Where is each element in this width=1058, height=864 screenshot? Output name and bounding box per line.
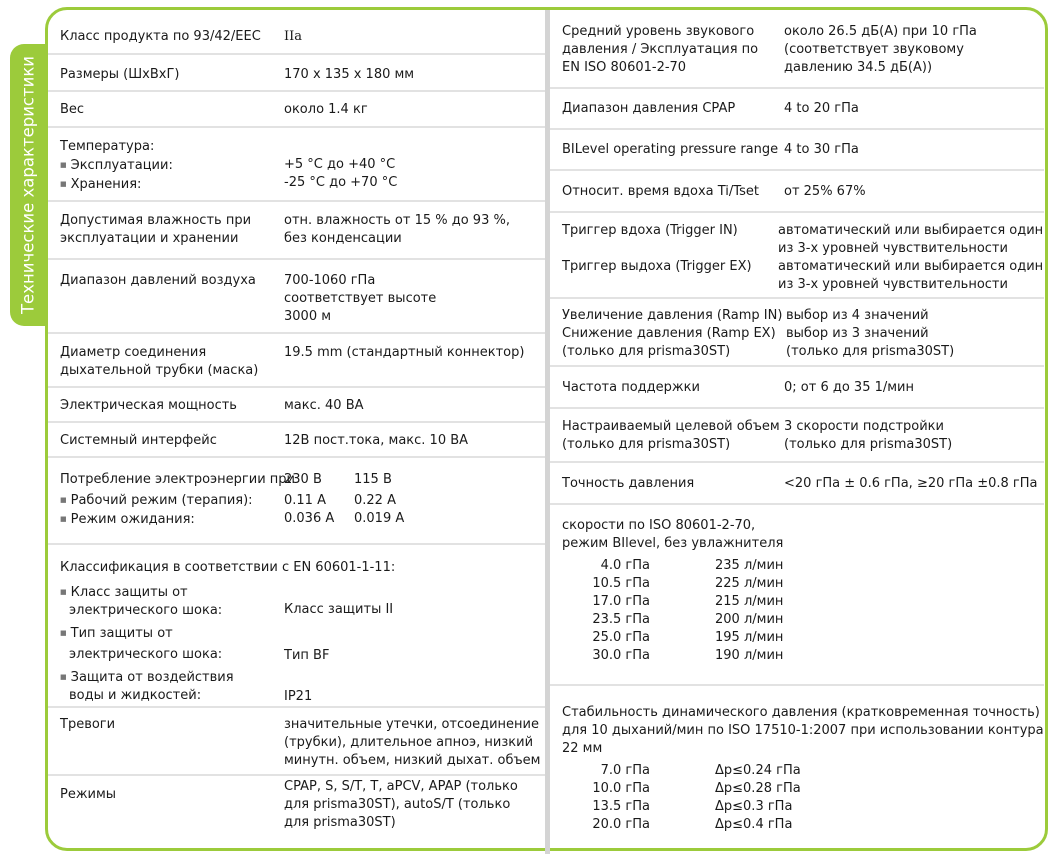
spec-value: 115 В <box>354 472 392 487</box>
spec-value: IIa <box>284 29 303 44</box>
stability-row <box>580 762 801 780</box>
right-column <box>550 10 1044 841</box>
spec-value: выбор из 4 значений <box>786 308 929 323</box>
stability-row <box>580 816 801 834</box>
stability-row <box>580 780 801 798</box>
flow-pressure: 25.0 гПа <box>592 630 650 645</box>
flow-pressure: 10.5 гПа <box>592 576 650 591</box>
spec-value: автоматический или выбирается один <box>778 259 1044 274</box>
flow-rate: 215 л/мин <box>715 594 784 609</box>
spec-row-sound <box>550 10 1044 89</box>
spec-value: (соответствует звуковому <box>784 42 964 57</box>
stability-pressure: 20.0 гПа <box>592 817 650 832</box>
spec-label: Увеличение давления (Ramp IN) <box>562 308 783 323</box>
spec-row-air-pressure <box>48 260 545 334</box>
spec-value: (только для prisma30ST) <box>786 344 955 359</box>
stability-delta: Δp≤0.4 гПа <box>715 817 793 832</box>
flow-row <box>580 557 783 575</box>
flow-title: скорости по ISO 80601-2-70, <box>562 518 756 533</box>
spec-value: макс. 40 ВА <box>284 398 364 413</box>
spec-label: Допустимая влажность при <box>60 213 252 228</box>
spec-value: соответствует высоте <box>284 291 437 306</box>
stability-delta: Δp≤0.24 гПа <box>715 763 801 778</box>
spec-row-ti-tset <box>550 171 1044 213</box>
spec-value: выбор из 3 значений <box>786 326 929 341</box>
spec-value: (трубки), длительное апноэ, низкий <box>284 735 534 750</box>
spec-value: автоматический или выбирается один <box>778 223 1044 238</box>
spec-label: Потребление электроэнергии при <box>60 472 295 487</box>
spec-value: минутн. объем, низкий дыхат. объем <box>284 753 541 768</box>
spec-value: 0.019 А <box>354 511 405 526</box>
flow-rate: 190 л/мин <box>715 648 784 663</box>
spec-sublabel: воды и жидкостей: <box>69 688 202 703</box>
spec-row-dimensions <box>48 55 545 92</box>
stability-title: 22 мм <box>562 741 603 756</box>
section-tab-label: Технические характеристики <box>18 55 38 315</box>
spec-label: Системный интерфейс <box>60 433 217 448</box>
spec-value: отн. влажность от 15 % до 93 %, <box>284 213 510 228</box>
spec-label: (только для prisma30ST) <box>562 437 731 452</box>
spec-row-consumption <box>48 458 545 545</box>
spec-value: из 3-х уровней чувствительности <box>778 241 1008 256</box>
spec-value: 4 to 20 гПа <box>784 101 859 116</box>
spec-label: Диаметр соединения <box>60 345 207 360</box>
spec-label: Снижение давления (Ramp EX) <box>562 326 776 341</box>
spec-label: BILevel operating pressure range <box>562 142 779 157</box>
spec-value: 700-1060 гПа <box>284 273 376 288</box>
spec-row-weight <box>48 92 545 128</box>
spec-label: Вес <box>60 102 85 117</box>
spec-value: 230 В <box>284 472 322 487</box>
spec-value: около 26.5 дБ(А) при 10 гПа <box>784 24 977 39</box>
spec-value: значительные утечки, отсоединение <box>284 717 539 732</box>
spec-label: Точность давления <box>562 476 695 491</box>
flow-row <box>580 611 783 629</box>
flow-rate: 195 л/мин <box>715 630 784 645</box>
spec-value: CPAP, S, S/T, T, aPCV, APAP (только <box>284 779 518 794</box>
spec-value: 4 to 30 гПа <box>784 142 859 157</box>
spec-label: Частота поддержки <box>562 380 700 395</box>
spec-row-connector <box>48 334 545 388</box>
spec-label: Настраиваемый целевой объем <box>562 419 780 434</box>
spec-value: (только для prisma30ST) <box>784 437 953 452</box>
spec-sublabel: ■ Хранения: <box>60 175 173 194</box>
spec-label: Электрическая мощность <box>60 398 237 413</box>
spec-row-interface <box>48 423 545 458</box>
spec-label: EN ISO 80601-2-70 <box>562 60 687 75</box>
spec-sublabel: ■ Рабочий режим (терапия): <box>60 491 295 510</box>
spec-row-bilevel-range <box>550 130 1044 171</box>
spec-sublabel: ■ Защита от воздействия <box>60 668 234 687</box>
spec-label: Относит. время вдоха Ti/Tset <box>562 184 759 199</box>
spec-value: Тип BF <box>284 648 330 663</box>
flow-pressure: 17.0 гПа <box>592 594 650 609</box>
spec-value: около 1.4 кг <box>284 102 368 117</box>
spec-label: Диапазон давления CPAP <box>562 101 736 116</box>
spec-label: Классификация в соответствии с EN 60601-1-11: <box>60 560 396 575</box>
spec-sublabel: электрического шока: <box>69 603 223 618</box>
spec-label: Триггер выдоха (Trigger EX) <box>562 259 752 274</box>
spec-row-backup-rate <box>550 367 1044 409</box>
stability-delta: Δp≤0.28 гПа <box>715 781 801 796</box>
spec-value: 170 x 135 x 180 мм <box>284 67 415 82</box>
spec-label: дыхательной трубки (маска) <box>60 363 259 378</box>
spec-sublabel: ■ Режим ожидания: <box>60 510 295 529</box>
spec-label: (только для prisma30ST) <box>562 344 731 359</box>
flow-pressure: 23.5 гПа <box>592 612 650 627</box>
spec-row-power <box>48 388 545 423</box>
spec-value: 12В пост.тока, макс. 10 ВА <box>284 433 469 448</box>
spec-value: 0.036 А <box>284 511 335 526</box>
spec-sublabel: электрического шока: <box>69 647 223 662</box>
spec-row-alarms <box>48 708 545 776</box>
left-column <box>48 10 545 836</box>
spec-label: эксплуатации и хранении <box>60 231 239 246</box>
spec-row-triggers <box>550 213 1044 299</box>
flow-title: режим BIlevel, без увлажнителя <box>562 536 784 551</box>
flow-pressure: 30.0 гПа <box>592 648 650 663</box>
stability-table <box>580 762 801 834</box>
stability-pressure: 13.5 гПа <box>592 799 650 814</box>
flow-row <box>580 647 783 665</box>
spec-label: Режимы <box>60 787 117 802</box>
stability-title: Стабильность динамического давления (кратковременная точность) <box>562 705 1040 720</box>
spec-sublabel: ■ Класс защиты от <box>60 583 234 602</box>
spec-value: IP21 <box>284 689 313 704</box>
spec-value: от 25% 67% <box>784 184 866 199</box>
spec-value: 19.5 mm (стандартный коннектор) <box>284 345 525 360</box>
spec-row-humidity <box>48 202 545 260</box>
spec-row-modes <box>48 776 545 836</box>
spec-label: Средний уровень звукового <box>562 24 755 39</box>
spec-row-cpap-range <box>550 89 1044 130</box>
flow-pressure: 4.0 гПа <box>600 558 650 573</box>
flow-rate: 225 л/мин <box>715 576 784 591</box>
stability-row <box>580 798 801 816</box>
spec-row-accuracy <box>550 463 1044 505</box>
flow-row <box>580 593 783 611</box>
spec-value: <20 гПа ± 0.6 гПа, ≥20 гПа ±0.8 гПа <box>784 476 1038 491</box>
spec-value: из 3-х уровней чувствительности <box>778 277 1008 292</box>
spec-value: для prisma30ST), autoS/T (только <box>284 797 511 812</box>
section-tab <box>10 44 46 326</box>
spec-label: давления / Эксплуатация по <box>562 42 759 57</box>
spec-sublabel: ■ Эксплуатации: <box>60 156 173 175</box>
spec-value: -25 °C до +70 °C <box>284 175 398 190</box>
spec-label: Триггер вдоха (Trigger IN) <box>562 223 738 238</box>
spec-row-flow <box>550 505 1044 686</box>
spec-value: давлению 34.5 дБ(А)) <box>784 60 933 75</box>
spec-row-temperature <box>48 128 545 202</box>
stability-title: для 10 дыханий/мин по ISO 17510-1:2007 при использовании контура <box>562 723 1044 738</box>
spec-value: без конденсации <box>284 231 402 246</box>
spec-value: 0.22 А <box>354 493 396 508</box>
spec-label: Диапазон давлений воздуха <box>60 273 256 288</box>
spec-value: 0.11 А <box>284 493 326 508</box>
spec-row-product-class <box>48 10 545 55</box>
spec-row-stability <box>550 686 1044 841</box>
stability-delta: Δp≤0.3 гПа <box>715 799 793 814</box>
stability-pressure: 10.0 гПа <box>592 781 650 796</box>
spec-row-target-volume <box>550 409 1044 463</box>
stability-pressure: 7.0 гПа <box>600 763 650 778</box>
flow-rate: 235 л/мин <box>715 558 784 573</box>
spec-row-ramp <box>550 299 1044 367</box>
spec-value: 3 скорости подстройки <box>784 419 944 434</box>
flow-table <box>580 557 783 665</box>
spec-value: для prisma30ST) <box>284 815 396 830</box>
spec-label: Размеры (ШхВхГ) <box>60 67 180 82</box>
flow-row <box>580 575 783 593</box>
spec-label: Класс продукта по 93/42/EEC <box>60 29 261 44</box>
spec-value: 0; от 6 до 35 1/мин <box>784 380 914 395</box>
spec-sublabel: ■ Тип защиты от <box>60 624 234 643</box>
flow-rate: 200 л/мин <box>715 612 784 627</box>
spec-label: Тревоги <box>60 717 116 732</box>
flow-row <box>580 629 783 647</box>
spec-label: Температура: <box>60 139 155 154</box>
spec-value: Класс защиты II <box>284 602 394 617</box>
spec-value: 3000 м <box>284 309 332 324</box>
spec-value: +5 °C до +40 °C <box>284 157 396 172</box>
spec-row-classification <box>48 545 545 708</box>
